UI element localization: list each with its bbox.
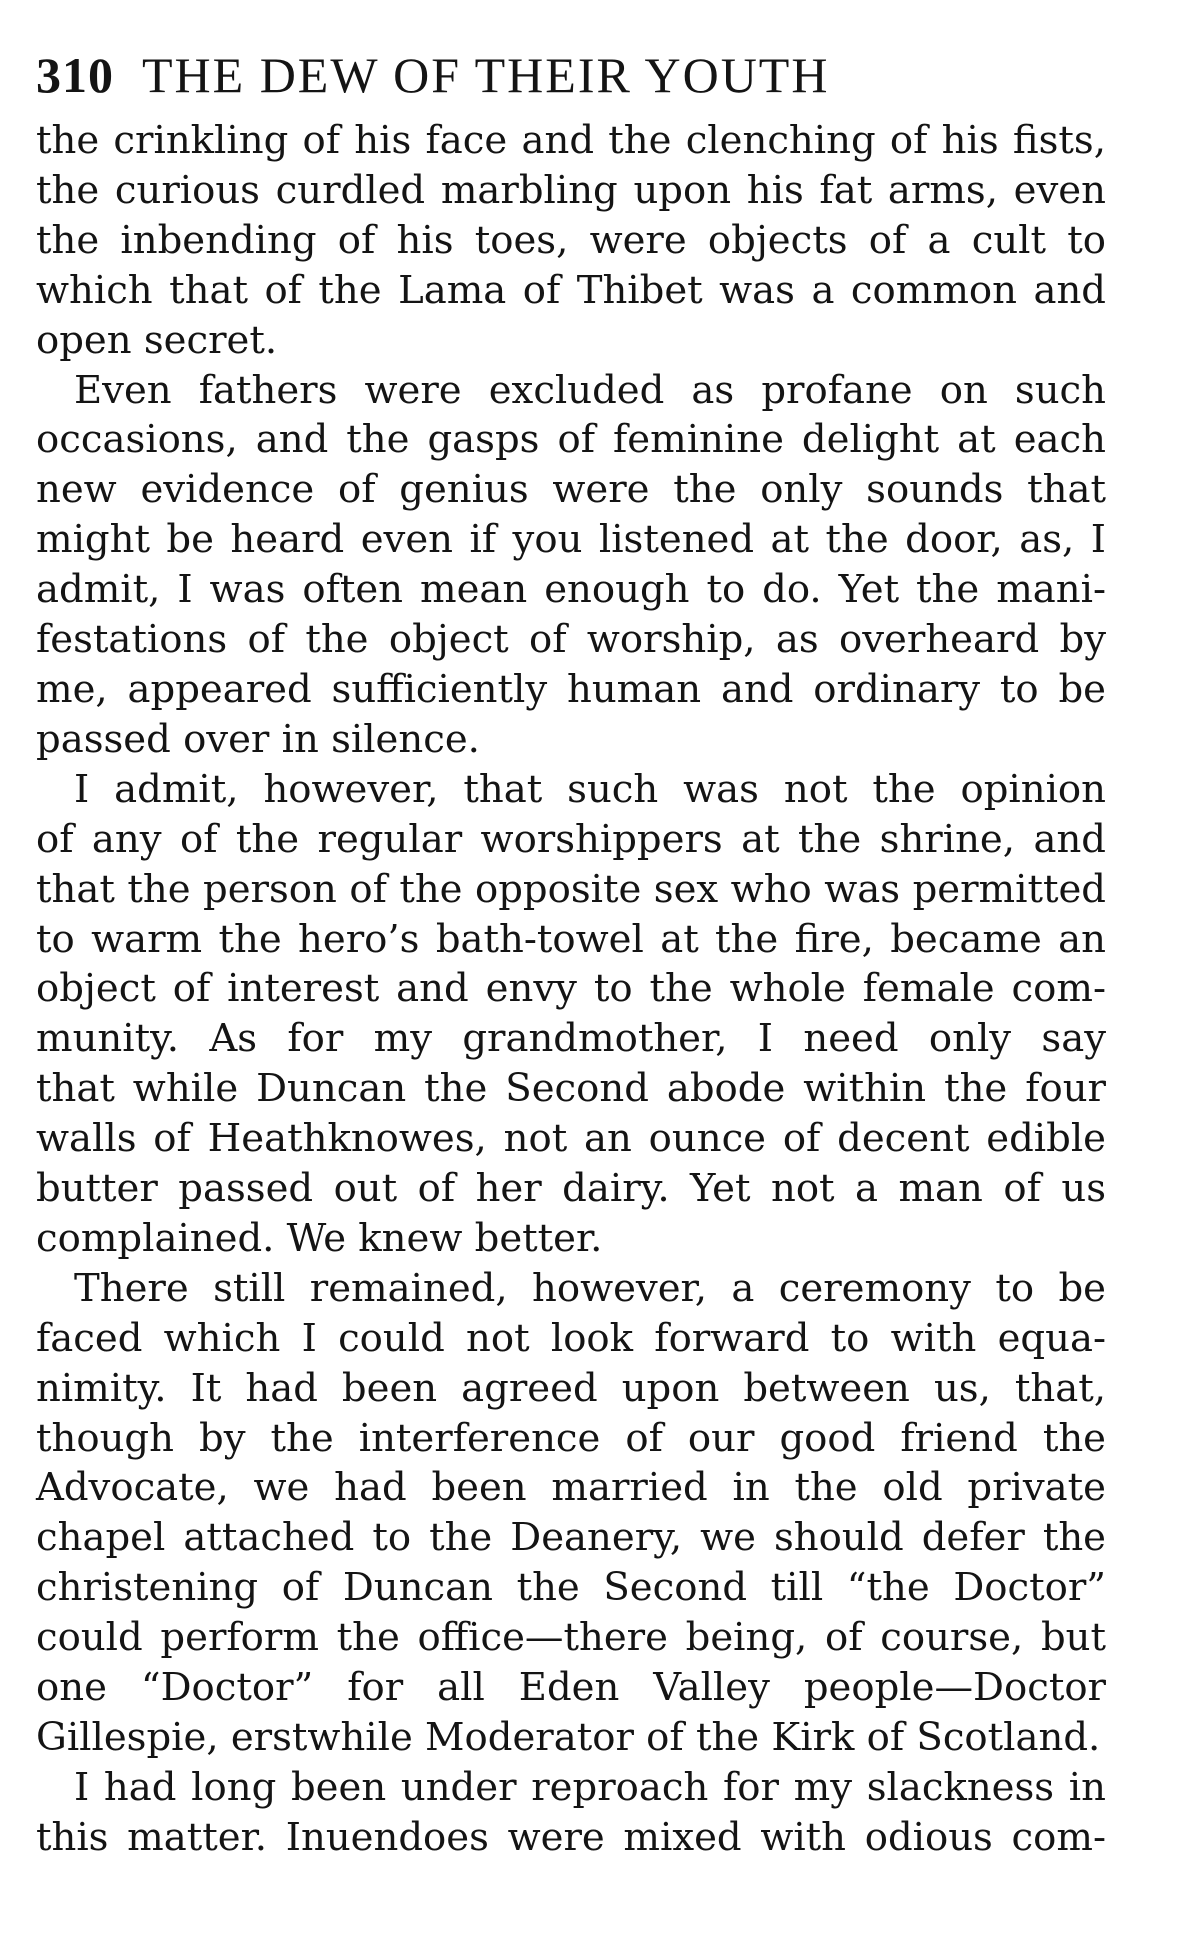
text-line: Even fathers were excluded as profane on such [74,367,1106,413]
text-line: nimity. It had been agreed upon between us, that, [36,1365,1106,1411]
text-line: christening of Duncan the Second till “the Doctor” [36,1565,1106,1611]
text-line: munity. As for my grandmother, I need only say [36,1016,1106,1062]
text-line: passed over in silence. [36,716,480,762]
text-line: me, appeared sufficiently human and ordinary to be [36,666,1106,712]
text-line: the crinkling of his face and the clenching of his fists, [36,118,1106,163]
text-line: this matter. Inuendoes were mixed with odious com- [36,1814,1106,1860]
text-line: Advocate, we had been married in the old private [36,1465,1106,1511]
text-line: could perform the office—there being, of course, but [36,1615,1106,1661]
text-line: butter passed out of her dairy. Yet not a man of us [36,1166,1106,1212]
text-line: one “Doctor” for all Eden Valley people—Doctor [36,1665,1106,1711]
text-line: There still remained, however, a ceremony to be [74,1265,1106,1311]
text-line: I admit, however, that such was not the opinion [74,766,1106,812]
text-line: of any of the regular worshippers at the shrine, and [36,816,1106,862]
running-title: THE DEW OF THEIR YOUTH [142,47,830,103]
text-line: I had long been under reproach for my slackness in [74,1764,1106,1810]
paragraph [36,765,1106,1264]
text-line: the inbending of his toes, were objects of a cult to [36,217,1106,263]
running-head [36,47,1106,103]
text-line: faced which I could not look forward to with equa- [36,1315,1106,1361]
text-line: to warm the hero’s bath-towel at the fire, became an [36,916,1106,962]
text-line: which that of the Lama of Thibet was a common and [36,267,1106,313]
paragraph [36,1763,1106,1863]
text-line: admit, I was often mean enough to do. Yet the mani- [36,567,1106,613]
text-line: new evidence of genius were the only sounds that [36,467,1106,513]
text-line: Gillespie, erstwhile Moderator of the Kirk of Scotland. [36,1715,1101,1760]
text-line: complained. We knew better. [36,1215,603,1261]
text-line: though by the interference of our good friend the [36,1415,1106,1461]
text-line: festations of the object of worship, as overheard by [36,617,1106,663]
page-number: 310 [36,47,114,103]
text-line: open secret. [36,317,278,363]
book-page [36,47,1106,1863]
text-line: walls of Heathknowes, not an ounce of decent edible [36,1116,1106,1162]
text-line: occasions, and the gasps of feminine delight at each [36,417,1106,463]
text-line: object of interest and envy to the whole female com- [36,966,1106,1012]
text-line: that while Duncan the Second abode within the four [36,1066,1106,1112]
paragraph [36,366,1106,765]
paragraph [36,1264,1106,1763]
body-text [36,116,1106,1863]
text-line: might be heard even if you listened at the door, as, I [36,517,1106,563]
paragraph [36,116,1106,366]
text-line: chapel attached to the Deanery, we should defer the [36,1515,1106,1561]
text-line: that the person of the opposite sex who was permitted [36,866,1106,912]
text-line: the curious curdled marbling upon his fat arms, even [36,167,1106,213]
